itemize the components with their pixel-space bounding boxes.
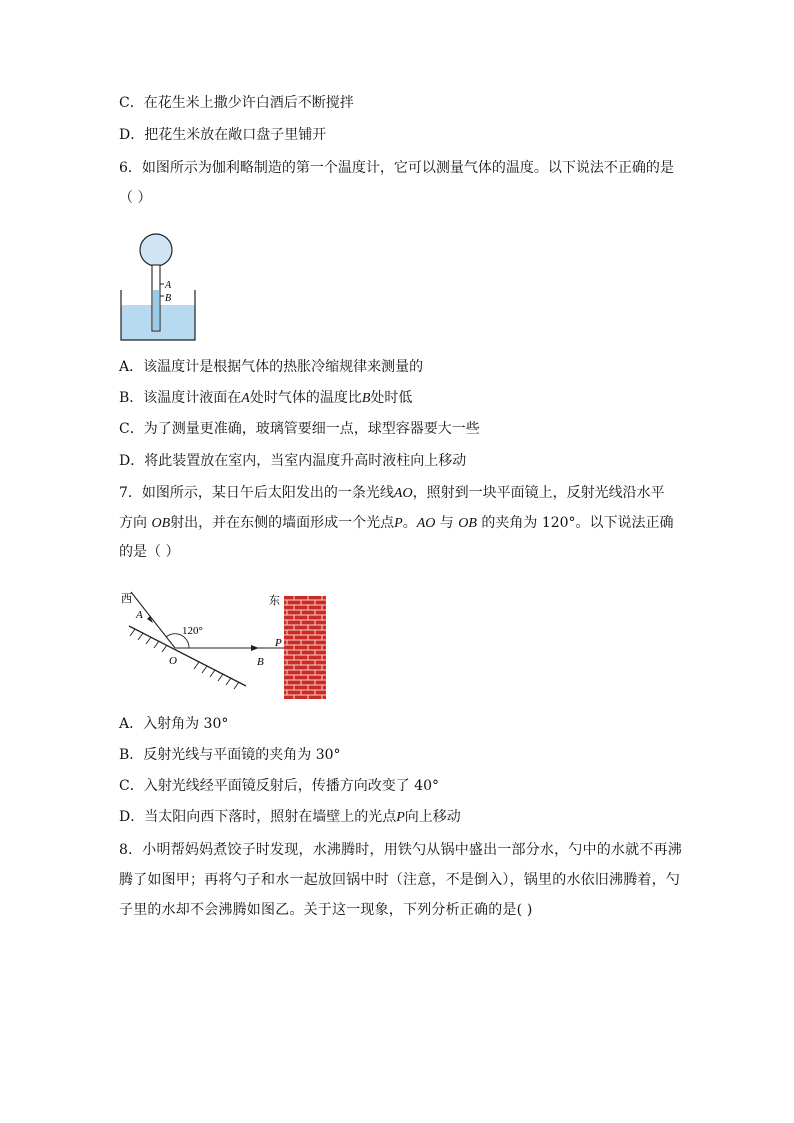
galileo-thermometer-figure [119,228,197,342]
q6-option-b-var-a: A [241,391,250,406]
q7-l2-var-p: P [394,516,403,531]
q6-option-b-text-1: B．该温度计液面在 [119,390,242,406]
q7-l2-var-ob: OB [151,516,171,531]
q8-stem-line-2: 腾了如图甲；再将勺子和水一起放回锅中时（注意，不是倒入），锅里的水依旧沸腾着，勺 [119,872,680,888]
q7-stem-line-1 [119,483,665,504]
q6-option-d: D．将此装置放在室内，当室内温度升高时液柱向上移动 [119,453,467,469]
q6-option-b [119,388,412,409]
q6-option-b-text-3: 处时低 [370,390,413,406]
q6-option-a: A．该温度计是根据气体的热胀冷缩规律来测量的 [119,359,424,375]
label-a: A [165,280,172,291]
q7-l2-text-4: 与 [435,515,459,531]
q7-l1-text-2: ，照射到一块平面镜上，反射光线沿水平 [412,485,665,501]
q8-stem-line-3: 子里的水却不会沸腾如图乙。关于这一现象，下列分析正确的是( ) [119,902,533,918]
q6-option-c: C．为了测量更准确，玻璃管要细一点，球型容器要大一些 [119,421,480,437]
glass-bulb [140,234,172,266]
label-b: B [165,293,172,304]
q8-stem-line-1: 8．小明帮妈妈煮饺子时发现，水沸腾时，用铁勺从锅中盛出一部分水，勺中的水就不再沸 [119,842,682,858]
label-b: B [257,656,264,668]
liquid-column [153,290,159,330]
label-west: 西 [121,593,132,605]
label-east: 东 [269,595,280,607]
q6-option-b-var-b: B [361,391,371,406]
label-angle: 120° [182,625,203,637]
q7-option-d-text-2: 向上移动 [404,809,461,825]
q5-option-d: D．把花生米放在敞口盘子里铺开 [119,127,327,143]
q6-option-b-text-2: 处时气体的温度比 [249,390,362,406]
q6-stem-line-1: 6．如图所示为伽利略制造的第一个温度计，它可以测量气体的温度。以下说法不正确的是 [119,160,674,176]
q7-option-d-text-1: D．当太阳向西下落时，照射在墙壁上的光点 [119,809,397,825]
q7-l2-text-3: 。 [402,515,417,531]
label-a: A [136,609,143,621]
q7-option-c: C．入射光线经平面镜反射后，传播方向改变了 40° [119,778,439,794]
mirror-reflection-figure [119,590,329,702]
q7-stem-line-3: 的是（ ） [119,544,180,560]
reflected-arrow-icon [251,645,259,651]
brick-wall [284,596,326,699]
q7-l1-var-ao: AO [393,486,413,501]
q5-option-c: C．在花生米上撒少许白酒后不断搅拌 [119,95,354,111]
q7-l2-text-1: 方向 [119,515,152,531]
q6-stem-line-2: （ ） [119,190,152,206]
label-p: P [275,637,282,649]
q7-option-d-var-p: P [396,810,405,825]
q7-stem-line-2 [119,513,674,534]
q7-l2-var-ao: AO [416,516,436,531]
q7-option-d [119,807,461,828]
q7-option-a: A．入射角为 30° [119,716,229,732]
q7-l2-text-5: 的夹角为 120°。以下说法正确 [476,515,674,531]
q7-l2-var-ob: OB [458,516,477,531]
q7-l2-text-2: 射出，并在东侧的墙面形成一个光点 [170,515,395,531]
mirror-hatching [130,629,239,689]
q7-l1-text-1: 7．如图所示，某日午后太阳发出的一条光线 [119,485,394,501]
label-o: O [169,655,177,667]
q7-option-b: B．反射光线与平面镜的夹角为 30° [119,747,341,763]
